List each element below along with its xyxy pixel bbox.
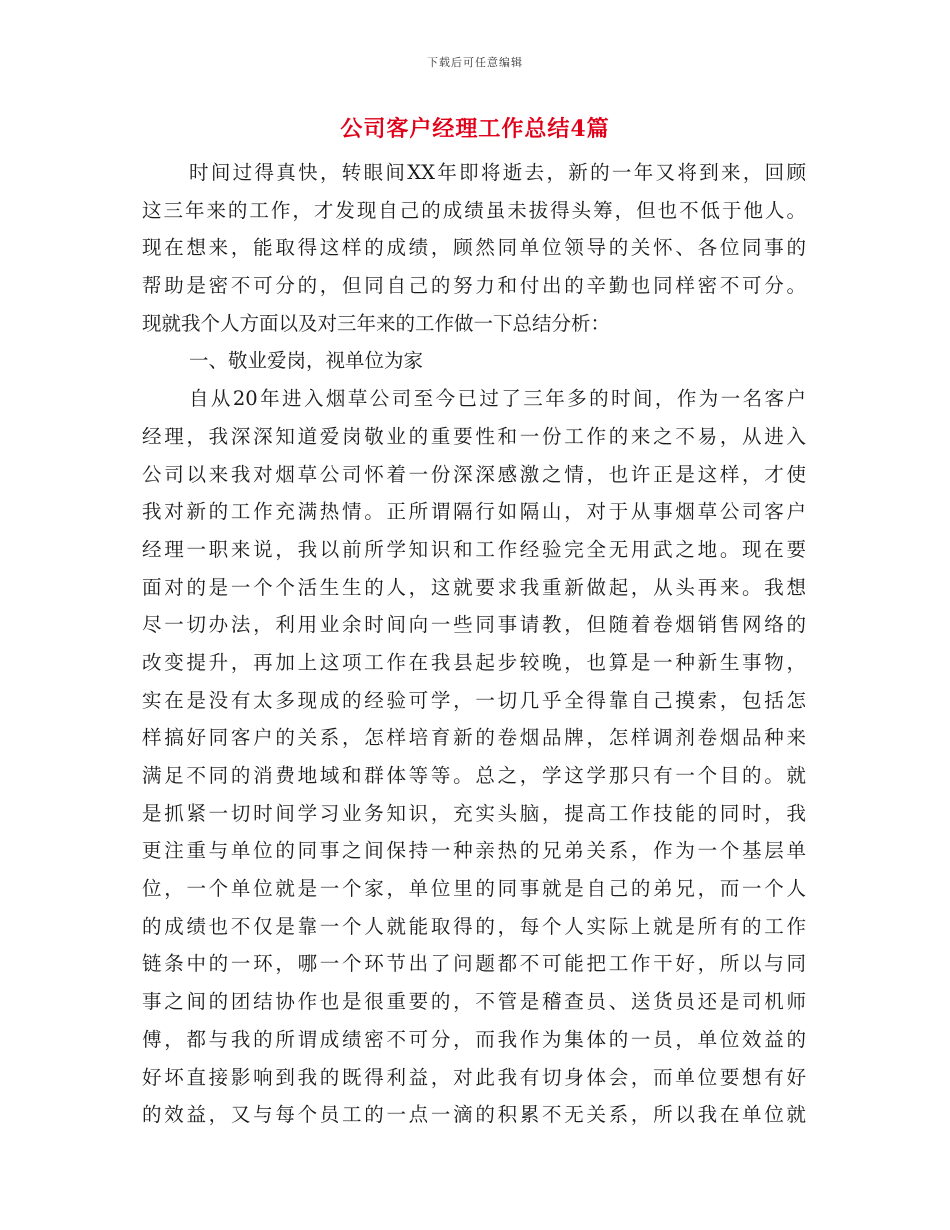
body-text-line: 实在是没有太多现成的经验可学，一切几乎全得靠自己摸索，包括怎 (142, 688, 806, 712)
body-text-line: 样搞好同客户的关系，怎样培育新的卷烟品牌，怎样调剂卷烟品种来 (142, 726, 806, 750)
body-text-line: 自从20年进入烟草公司至今已过了三年多的时间，作为一名客户 (189, 387, 806, 411)
body-text-line: 现在想来，能取得这样的成绩，顾然同单位领导的关怀、各位同事的 (142, 236, 806, 260)
body-text-line: 经理一职来说，我以前所学知识和工作经验完全无用武之地。现在要 (142, 537, 806, 561)
header-note: 下载后可任意编辑 (427, 56, 523, 69)
body-text-line: 满足不同的消费地域和群体等等。总之，学这学那只有一个目的。就 (142, 764, 806, 787)
body-text-line: 尽一切办法，利用业余时间向一些同事请教，但随着卷烟销售网络的 (142, 613, 806, 637)
body-text-line: 经理，我深深知道爱岗敬业的重要性和一份工作的来之不易，从进入 (142, 424, 806, 448)
body-text-line: 位，一个单位就是一个家，单位里的同事就是自己的弟兄，而一个人 (142, 877, 806, 901)
body-text-line: 时间过得真快，转眼间XX年即将逝去，新的一年又将到来，回顾 (189, 161, 806, 184)
body-text-line: 帮助是密不可分的，但同自己的努力和付出的辛勤也同样密不可分。 (142, 274, 806, 298)
body-text-line: 好坏直接影响到我的既得利益，对此我有切身体会，而单位要想有好 (142, 1065, 806, 1089)
body-text-line: 面对的是一个个活生生的人，这就要求我重新做起，从头再来。我想 (142, 575, 806, 599)
body-text-line: 事之间的团结协作也是很重要的，不管是稽查员、送货员还是司机师 (142, 990, 806, 1014)
body-text-line: 我对新的工作充满热情。正所谓隔行如隔山，对于从事烟草公司客户 (142, 500, 806, 524)
body-text-line: 更注重与单位的同事之间保持一种亲热的兄弟关系，作为一个基层单 (142, 839, 806, 863)
body-text-line: 这三年来的工作，才发现自己的成绩虽未拔得头筹，但也不低于他人。 (142, 198, 806, 222)
body-text-line: 的成绩也不仅是靠一个人就能取得的，每个人实际上就是所有的工作 (142, 914, 806, 938)
body-text-line: 改变提升，再加上这项工作在我县起步较晚，也算是一种新生事物， (142, 650, 806, 674)
document-title: 公司客户经理工作总结4篇 (340, 116, 610, 142)
body-text-line: 链条中的一环，哪一个环节出了问题都不可能把工作干好，所以与同 (142, 952, 806, 976)
body-text-line: 的效益，又与每个员工的一点一滴的积累不无关系，所以我在单位就 (142, 1103, 806, 1127)
body-text-line: 现就我个人方面以及对三年来的工作做一下总结分析： (142, 311, 611, 335)
body-text-line: 公司以来我对烟草公司怀着一份深深感激之情，也许正是这样，才使 (142, 462, 806, 486)
body-text-line: 一、敬业爱岗，视单位为家 (189, 349, 424, 373)
body-text-line: 傅，都与我的所谓成绩密不可分，而我作为集体的一员，单位效益的 (142, 1027, 806, 1051)
body-text-line: 是抓紧一切时间学习业务知识，充实头脑，提高工作技能的同时，我 (142, 801, 806, 825)
document-body (142, 154, 806, 1134)
